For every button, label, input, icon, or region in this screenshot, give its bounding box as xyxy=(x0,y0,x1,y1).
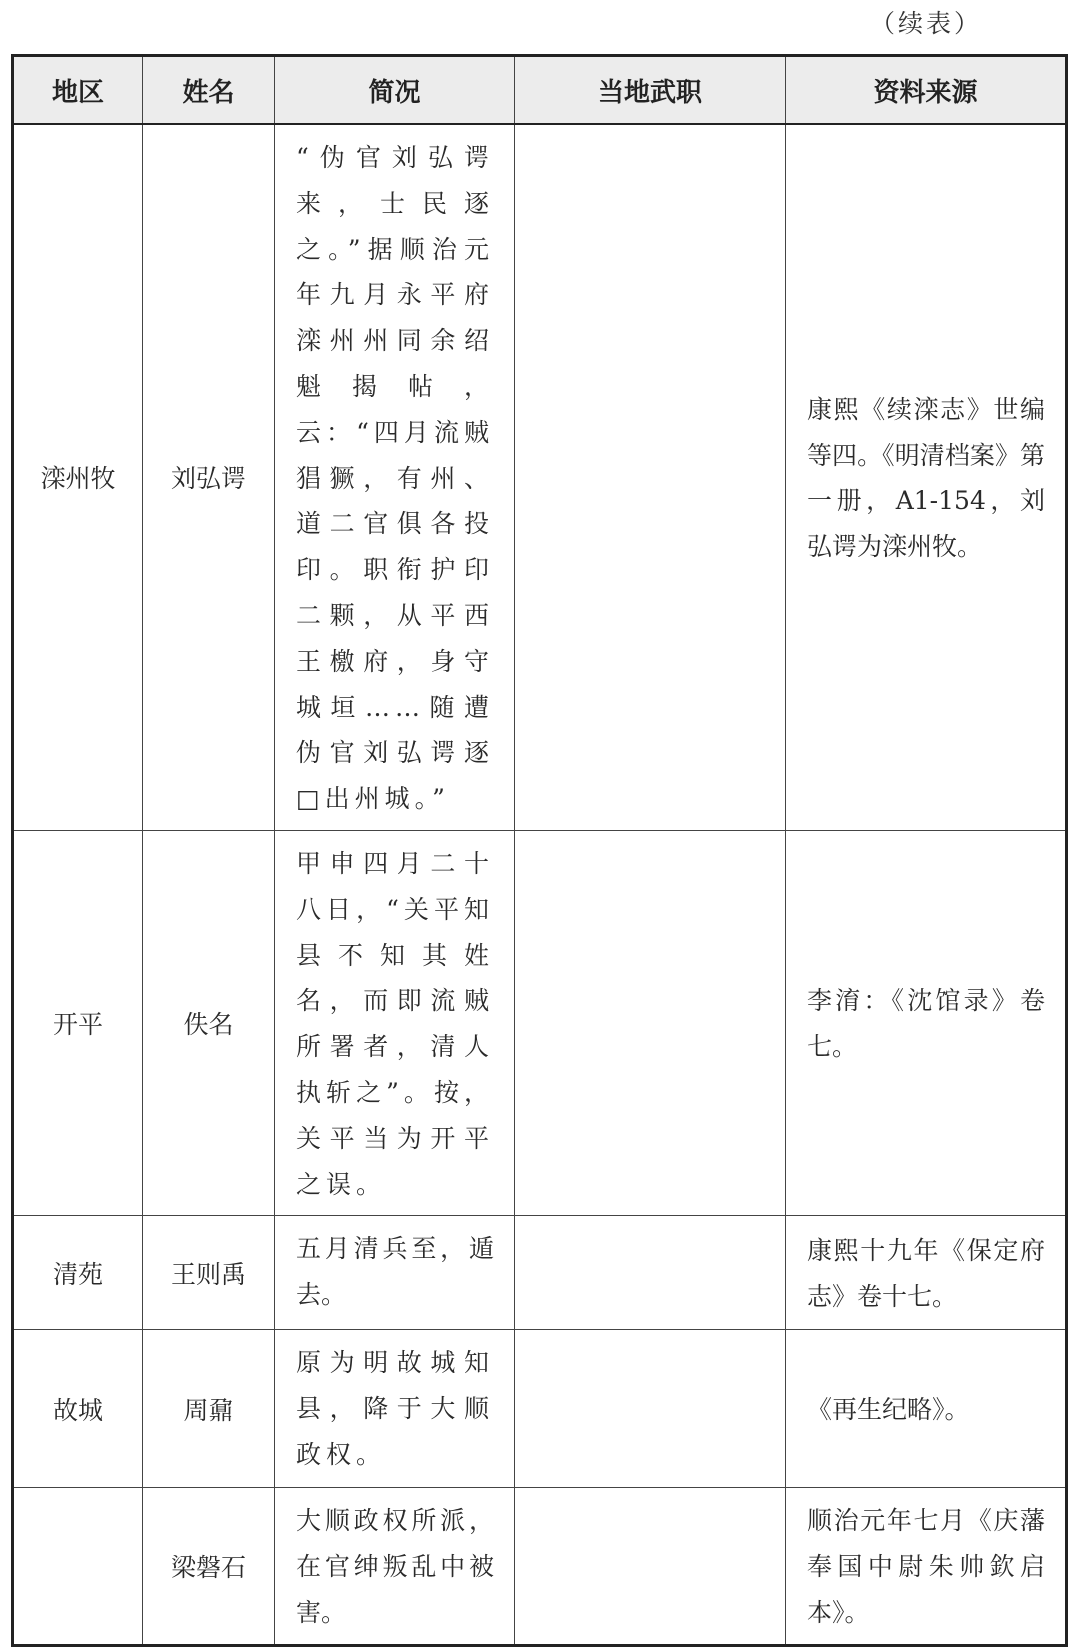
name-cell: 王则禹 xyxy=(143,1216,275,1330)
table-row xyxy=(13,1216,1067,1330)
summary-cell: 大顺政权所派，在官绅叛乱中被害。 xyxy=(275,1488,515,1645)
military-post-cell xyxy=(515,830,786,1215)
military-post-cell xyxy=(515,1216,786,1330)
military-post-cell xyxy=(515,1488,786,1645)
header-military-post: 当地武职 xyxy=(515,56,786,125)
military-post-cell xyxy=(515,1330,786,1488)
table-row xyxy=(13,124,1067,830)
table-row xyxy=(13,1488,1067,1645)
officials-table xyxy=(11,54,1068,1647)
summary-cell: 甲申四月二十八日，“关平知县不知其姓名，而即流贼所署者，清人执斩之”。按，关平当为开平之误。 xyxy=(275,830,515,1215)
region-cell: 开平 xyxy=(13,830,143,1215)
table-row xyxy=(13,830,1067,1215)
region-cell: 滦州牧 xyxy=(13,124,143,830)
name-cell: 佚名 xyxy=(143,830,275,1215)
region-cell: 清苑 xyxy=(13,1216,143,1330)
military-post-cell xyxy=(515,124,786,830)
source-cell: 李淯：《沈馆录》卷七。 xyxy=(786,830,1067,1215)
header-source: 资料来源 xyxy=(786,56,1067,125)
header-summary: 简况 xyxy=(275,56,515,125)
source-cell: 康熙十九年《保定府志》卷十七。 xyxy=(786,1216,1067,1330)
summary-cell: 五月清兵至，遁去。 xyxy=(275,1216,515,1330)
continued-table-label: （续表） xyxy=(869,9,982,38)
region-cell xyxy=(13,1488,143,1645)
header-name: 姓名 xyxy=(143,56,275,125)
name-cell: 刘弘谔 xyxy=(143,124,275,830)
source-cell: 顺治元年七月《庆藩奉国中尉朱帅欽启本》。 xyxy=(786,1488,1067,1645)
summary-cell: 原为明故城知县，降于大顺政权。 xyxy=(275,1330,515,1488)
source-cell: 《再生纪略》。 xyxy=(786,1330,1067,1488)
name-cell: 梁磐石 xyxy=(143,1488,275,1645)
source-cell: 康熙《续滦志》世编等四。《明清档案》第一册，A1-154，刘弘谔为滦州牧。 xyxy=(786,124,1067,830)
region-cell: 故城 xyxy=(13,1330,143,1488)
name-cell: 周鼐 xyxy=(143,1330,275,1488)
summary-cell: “伪官刘弘谔来，士民逐之。”据顺治元年九月永平府滦州州同余绍魁揭帖，云：“四月流贼猖獗，有州、道二官俱各投印。职衔护印二颗，从平西王檄府，身守城垣……随遭伪官刘弘谔逐□出州城。” xyxy=(275,124,515,830)
header-region: 地区 xyxy=(13,56,143,125)
table-header-row xyxy=(13,56,1067,125)
table-row xyxy=(13,1330,1067,1488)
